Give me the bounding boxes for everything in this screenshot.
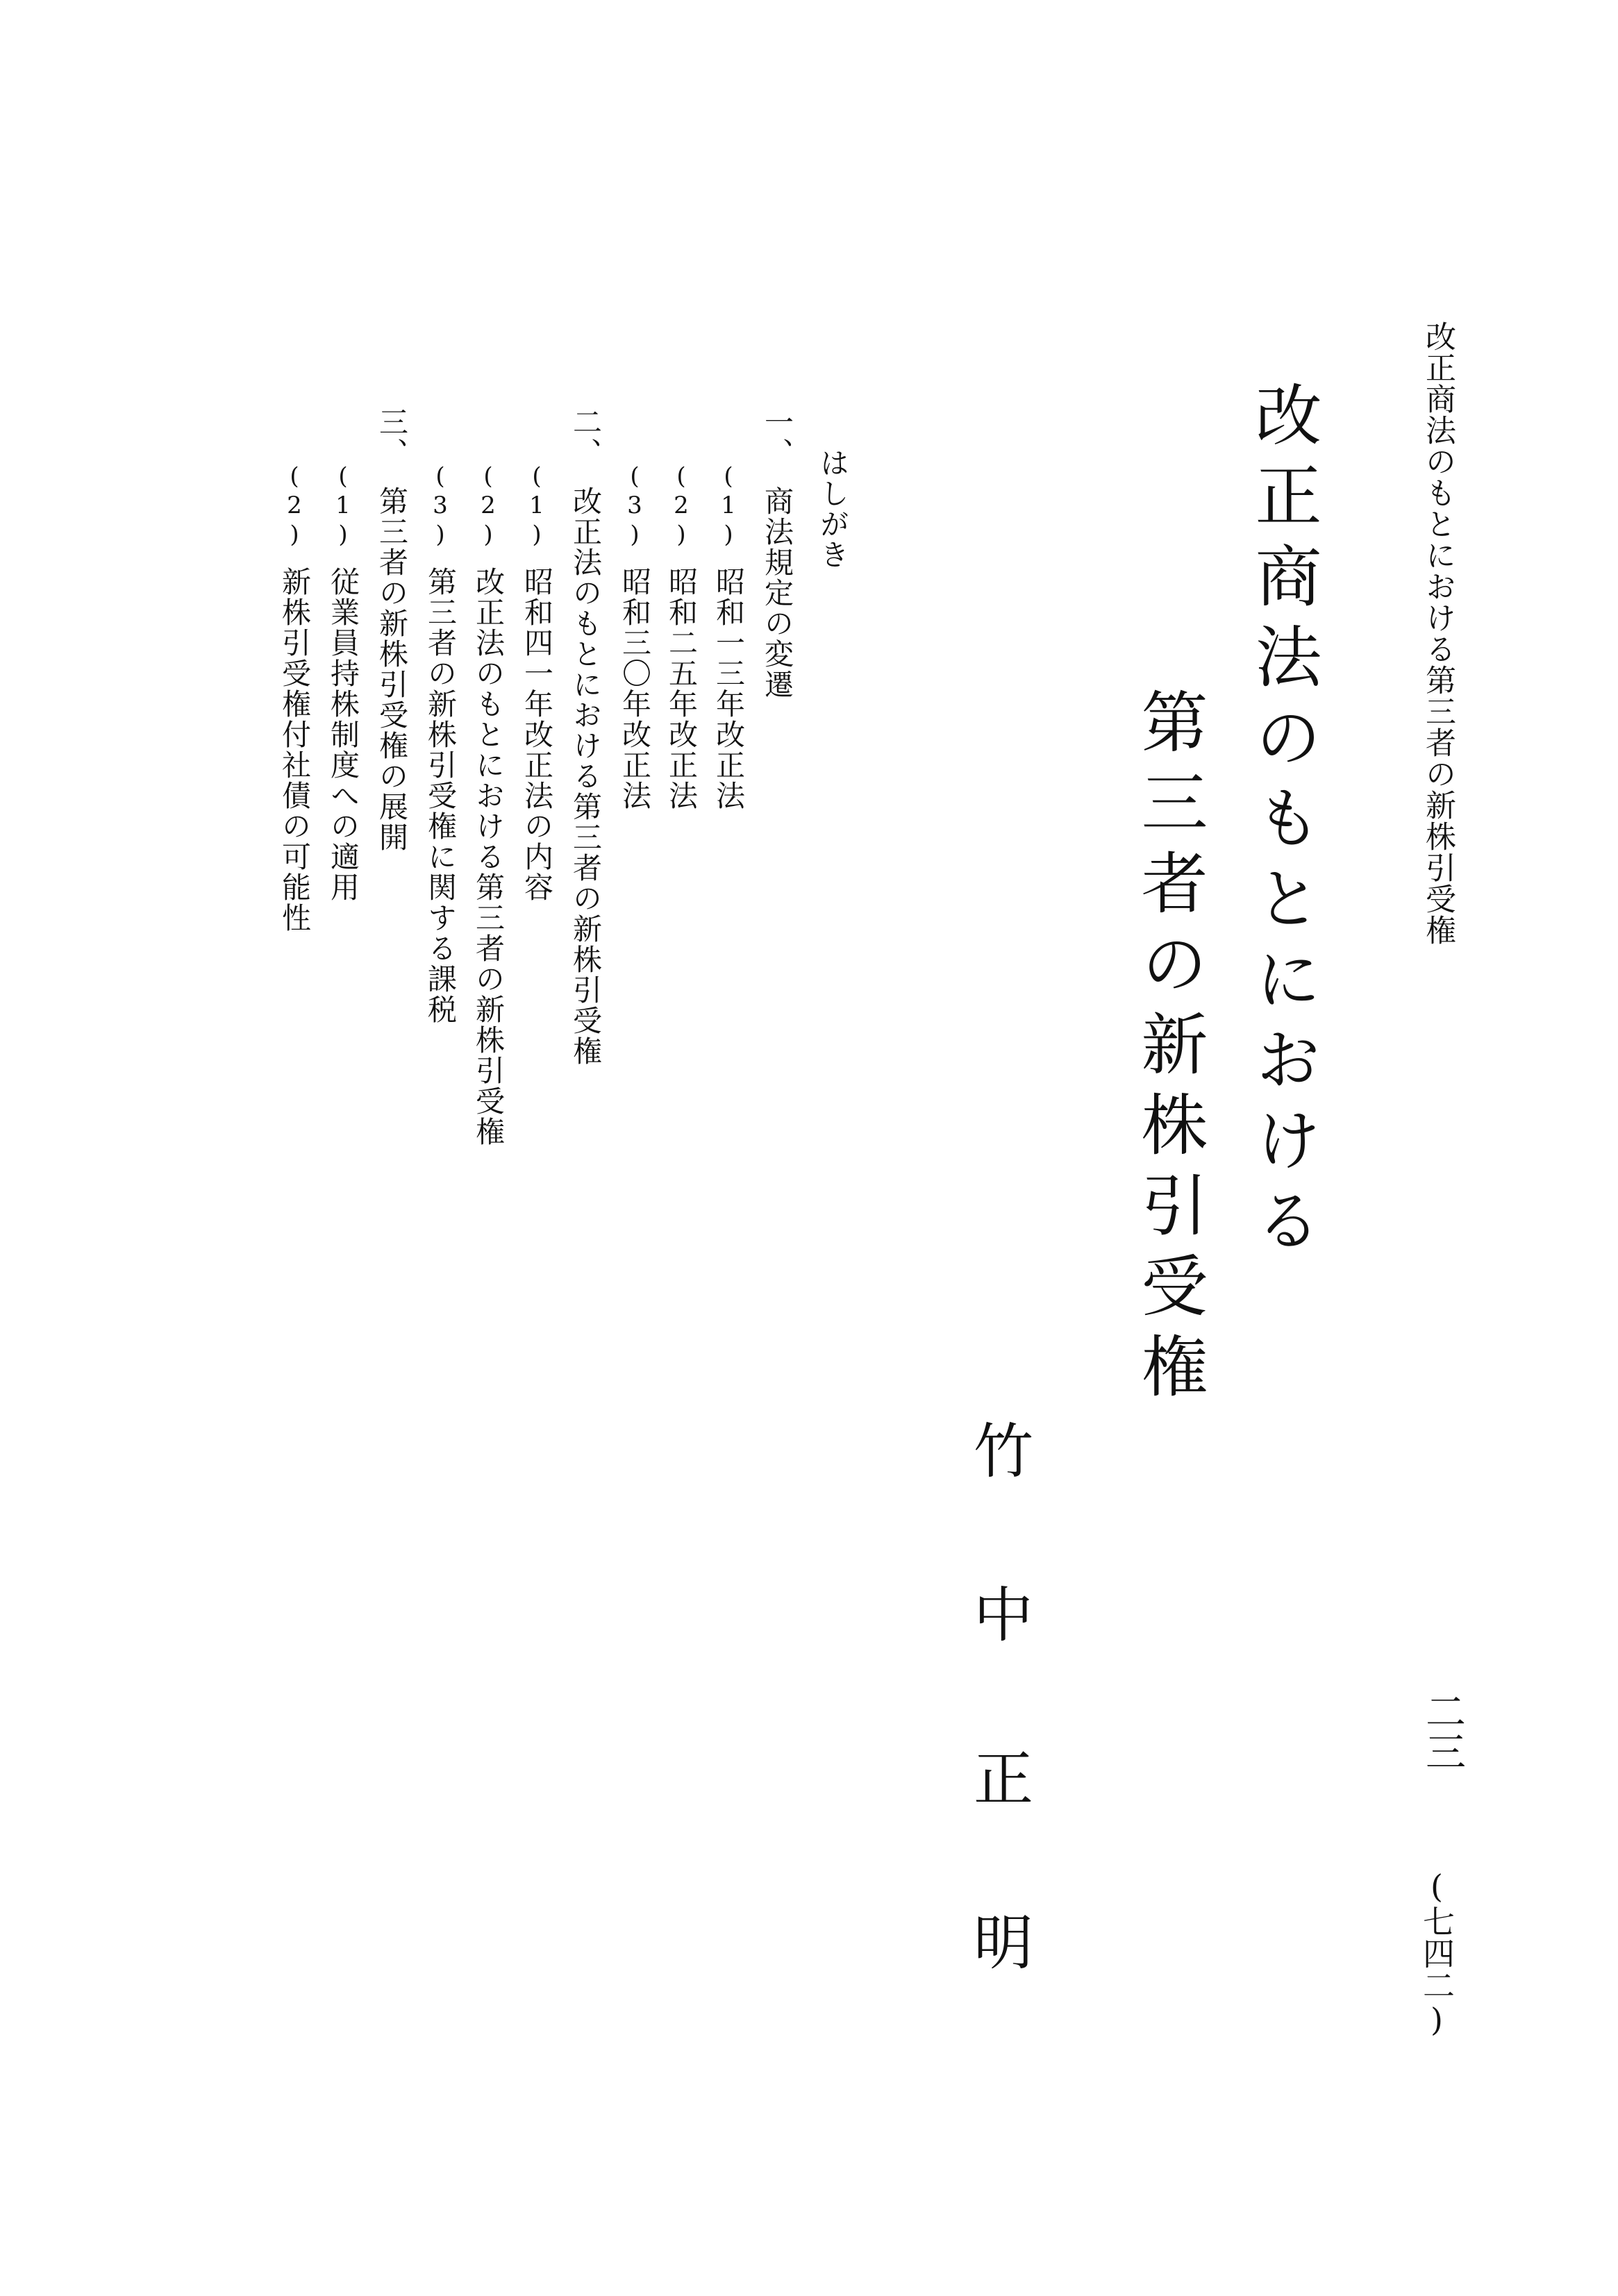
toc-subitem-text: 昭和三〇年改正法 xyxy=(618,567,652,811)
toc-subitem xyxy=(712,462,746,811)
toc-subitem-number: (2) xyxy=(667,462,695,550)
toc-section-text: 改正法のもとにおける第三者の新株引受権 xyxy=(569,486,603,1066)
toc-subitem xyxy=(520,462,554,903)
toc-section xyxy=(762,407,792,700)
toc-subitem-text: 昭和四一年改正法の内容 xyxy=(520,567,554,903)
author-char: 明 xyxy=(974,1909,1033,1978)
toc-subitem xyxy=(424,462,458,1025)
toc-subitem-number: (3) xyxy=(621,462,649,550)
toc-subitem-number: (2) xyxy=(281,462,308,550)
toc-subitem xyxy=(328,462,358,903)
toc-subitem-text: 昭和一三年改正法 xyxy=(712,567,746,811)
toc-subitem-number: (3) xyxy=(426,462,454,550)
toc-subitem xyxy=(665,462,699,811)
toc-section-number: 二、 xyxy=(569,407,603,468)
running-head: 改正商法のもとにおける第三者の新株引受権 xyxy=(1420,321,1456,946)
toc-section-text: 第三者の新株引受権の展開 xyxy=(375,486,409,853)
toc-subitem-number: (1) xyxy=(523,462,551,550)
toc-subitem xyxy=(618,462,652,811)
page-number: 二三 xyxy=(1419,1691,1466,1771)
author-char: 正 xyxy=(974,1745,1033,1814)
toc-item xyxy=(816,448,850,570)
toc-section-number: 三、 xyxy=(375,407,409,468)
toc-section xyxy=(569,407,603,1066)
toc-item-text: はしがき xyxy=(816,448,850,570)
toc-subitem-text: 昭和二五年改正法 xyxy=(665,567,699,811)
toc-section-number: 一、 xyxy=(760,407,794,468)
toc-subitem-text: 新株引受権付社債の可能性 xyxy=(278,567,312,933)
toc-subitem-number: (1) xyxy=(329,462,357,550)
toc-section xyxy=(375,407,409,853)
toc-subitem xyxy=(278,462,312,933)
toc-subitem-number: (2) xyxy=(474,462,502,550)
title-line-1: 改正商法のもとにおける xyxy=(1244,380,1322,1266)
author-char: 中 xyxy=(974,1581,1033,1650)
toc-subitem-text: 従業員持株制度への適用 xyxy=(326,567,360,903)
toc-section-text: 商法規定の変遷 xyxy=(760,486,794,700)
page-number-alt: (七四二) xyxy=(1418,1868,1456,2038)
toc-subitem-text: 第三者の新株引受権に関する課税 xyxy=(424,567,458,1025)
toc-subitem-number: (1) xyxy=(715,462,742,550)
toc-subitem-text: 改正法のもとにおける第三者の新株引受権 xyxy=(472,567,506,1147)
title-line-2: 第三者の新株引受権 xyxy=(1131,687,1208,1412)
toc-subitem xyxy=(472,462,506,1147)
author-char: 竹 xyxy=(974,1417,1033,1486)
